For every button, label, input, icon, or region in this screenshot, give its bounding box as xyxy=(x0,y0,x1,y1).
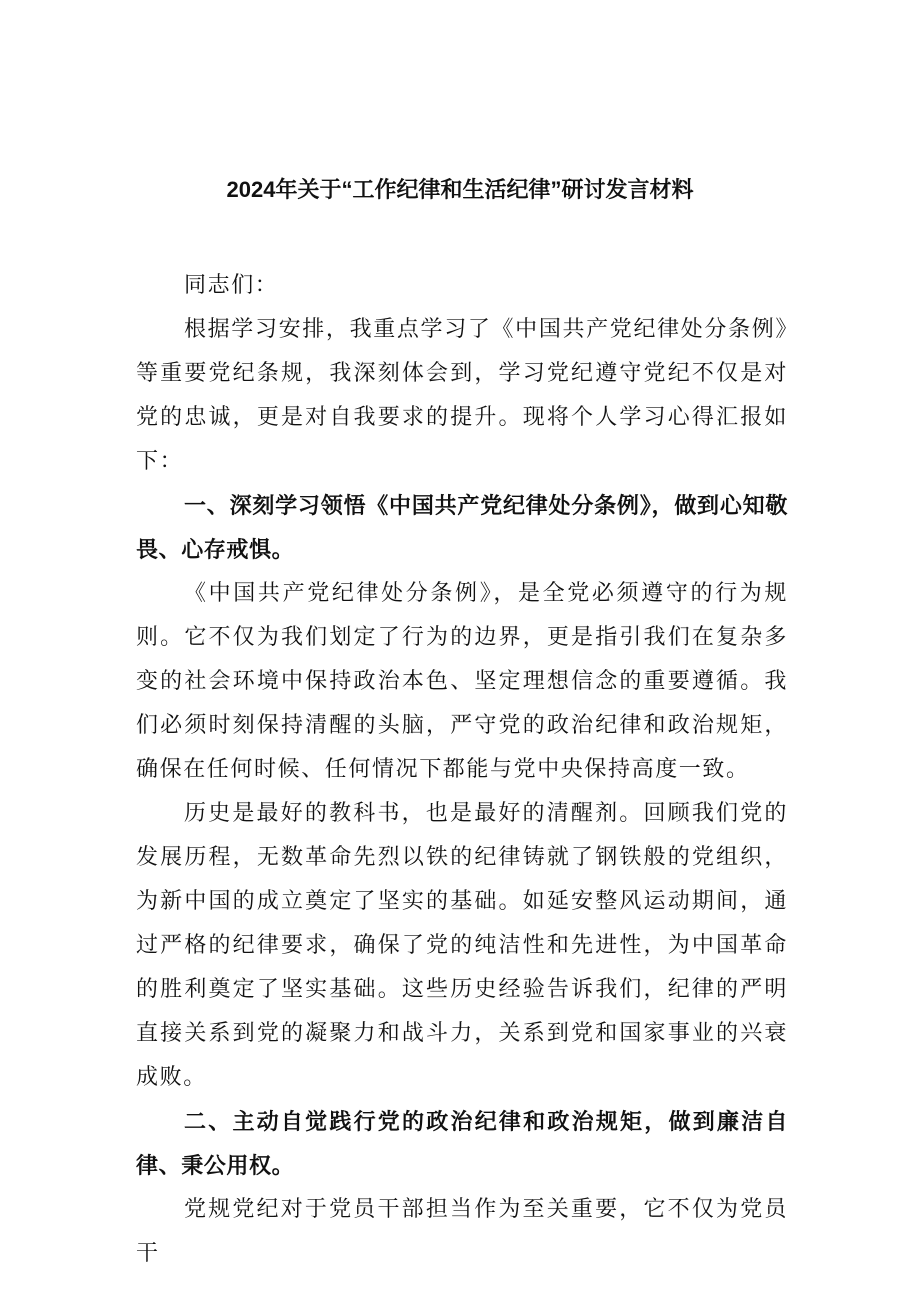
body-paragraph: 历史是最好的教科书，也是最好的清醒剂。回顾我们党的发展历程，无数革命先烈以铁的纪律铸就了钢铁般的党组织，为新中国的成立奠定了坚实的基础。如延安整风运动期间，通过严格的纪律要求，确保了党的纯洁性和先进性，为中国革命的胜利奠定了坚实基础。这些历史经验告诉我们，纪律的严明直接关系到党的凝聚力和战斗力，关系到党和国家事业的兴衰成败。 xyxy=(136,801,788,1090)
document-body xyxy=(136,264,788,1276)
body-paragraph: 《中国共产党纪律处分条例》，是全党必须遵守的行为规则。它不仅为我们划定了行为的边界，更是指引我们在复杂多变的社会环境中保持政治本色、坚定理想信念的重要遵循。我们必须时刻保持清醒的头脑，严守党的政治纪律和政治规矩，确保在任何时候、任何情况下都能与党中央保持高度一致。 xyxy=(136,581,788,782)
document-title: 2024年关于“工作纪律和生活纪律”研讨发言材料 xyxy=(226,177,694,202)
salutation: 同志们： xyxy=(184,273,279,298)
intro-paragraph: 根据学习安排，我重点学习了《中国共产党纪律处分条例》等重要党纪条规，我深刻体会到，学习党纪遵守党纪不仅是对党的忠诚，更是对自我要求的提升。现将个人学习心得汇报如下： xyxy=(136,317,788,474)
body-paragraph: 党规党纪对于党员干部担当作为至关重要，它不仅为党员干 xyxy=(136,1197,788,1266)
section-heading-2: 二、主动自觉践行党的政治纪律和政治规矩，做到廉洁自律、秉公用权。 xyxy=(136,1109,788,1178)
section-heading-1: 一、深刻学习领悟《中国共产党纪律处分条例》，做到心知敬畏、心存戒惧。 xyxy=(136,493,788,562)
